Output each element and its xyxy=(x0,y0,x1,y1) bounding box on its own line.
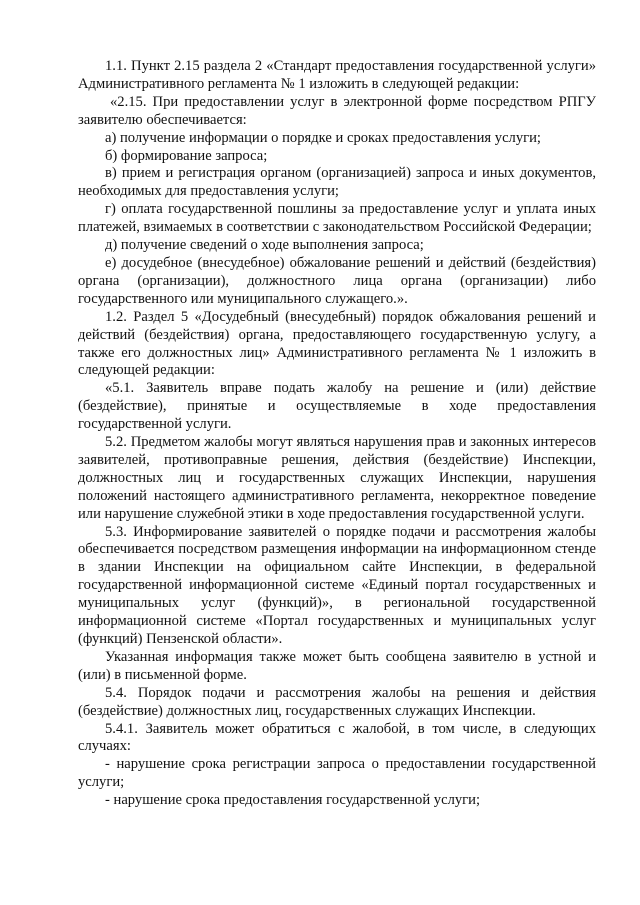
paragraph-case-2: - нарушение срока предоставления государственной услуги; xyxy=(105,792,481,809)
paragraph-item-a: а) получение информации о порядке и сроках предоставления услуги; xyxy=(105,129,541,146)
paragraph-item-g: г) оплата государственной пошлины за предоставление услуг и уплата иных платежей, взимаемых в соответствии с законодательством Российской Федерации; xyxy=(78,201,596,236)
paragraph-5-3: 5.3. Информирование заявителей о порядке подачи и рассмотрения жалобы обеспечивается посредством размещения информации на информационном стенде в здании Инспекции на официальном сайте Инспекции, в федеральной государственной информационной системе «Единый портал государственных и муниципальных услуг (функций)», в региональной государственной информационной системе «Портал государственных и муниципальных услуг (функций) Пензенской области». xyxy=(78,523,596,647)
paragraph-item-e: е) досудебное (внесудебное) обжалование решений и действий (бездействия) органа (организации), должностного лица органа (организации) либо государственного или муниципального служащего.». xyxy=(78,254,596,307)
document-page xyxy=(78,58,596,810)
paragraph-item-b: б) формирование запроса; xyxy=(105,147,268,164)
paragraph-5-4: 5.4. Порядок подачи и рассмотрения жалобы на решения и действия (бездействие) должностных лиц, государственных служащих Инспекции. xyxy=(78,684,596,719)
paragraph-5-1: «5.1. Заявитель вправе подать жалобу на решение и (или) действие (бездействие), принятые и осуществляемые в ходе предоставления государственной услуги. xyxy=(78,380,596,433)
paragraph-item-v: в) прием и регистрация органом (организацией) запроса и иных документов, необходимых для предоставления услуги; xyxy=(78,165,596,200)
paragraph-2-15: «2.15. При предоставлении услуг в электронной форме посредством РПГУ заявителю обеспечивается: xyxy=(78,93,596,128)
paragraph-1-2: 1.2. Раздел 5 «Досудебный (внесудебный) порядок обжалования решений и действий (бездействия) органа, предоставляющего государственную услугу, а также его должностных лиц» Административного регламента № 1 изложить в следующей редакции: xyxy=(78,308,596,379)
paragraph-5-4-1: 5.4.1. Заявитель может обратиться с жалобой, в том числе, в следующих случаях: xyxy=(78,720,596,755)
paragraph-5-2: 5.2. Предметом жалобы могут являться нарушения прав и законных интересов заявителей, противоправные решения, действия (бездействие) Инспекции, должностных лиц и государственных служащих Инспекции, нарушения положений настоящего административного регламента, некорректное поведение или нарушение служебной этики в ходе предоставления государственной услуги. xyxy=(78,434,596,522)
paragraph-case-1: - нарушение срока регистрации запроса о предоставлении государственной услуги; xyxy=(78,756,596,791)
paragraph-info-note: Указанная информация также может быть сообщена заявителю в устной и (или) в письменной форме. xyxy=(78,648,596,683)
paragraph-item-d: д) получение сведений о ходе выполнения запроса; xyxy=(105,237,424,254)
paragraph-1-1: 1.1. Пункт 2.15 раздела 2 «Стандарт предоставления государственной услуги» Административного регламента № 1 изложить в следующей редакции: xyxy=(78,58,596,92)
